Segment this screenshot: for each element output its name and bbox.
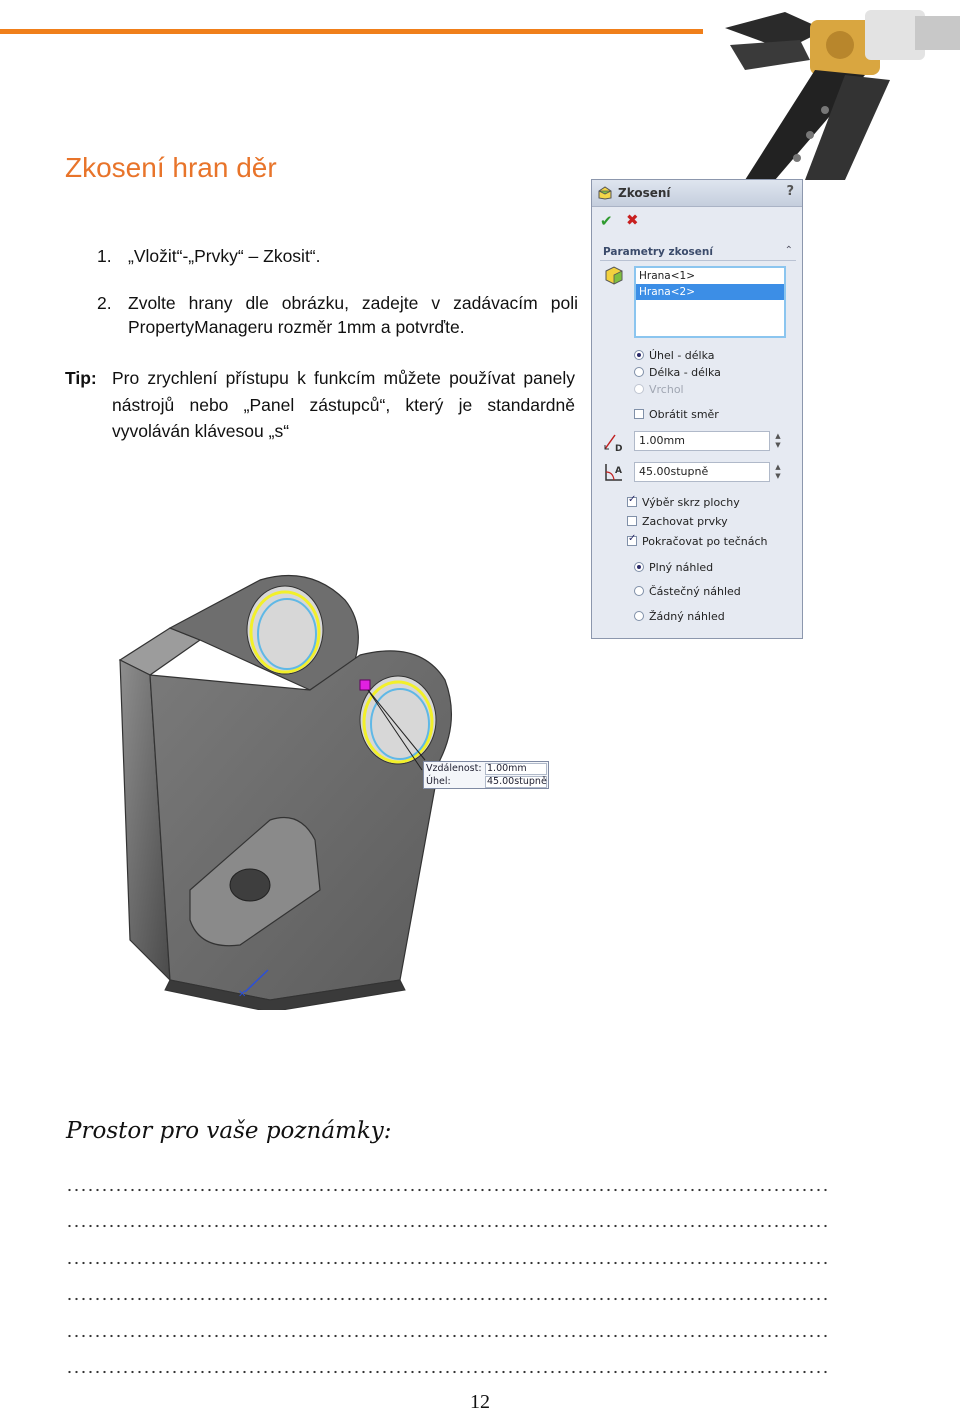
notes-title: Prostor pro vaše poznámky:	[66, 1118, 392, 1144]
check-icon[interactable]: ✔	[600, 212, 613, 230]
flip-direction-checkbox[interactable]	[634, 408, 719, 421]
checkbox-keep-features[interactable]	[627, 515, 728, 528]
checkbox-tangent-propagation[interactable]	[627, 535, 768, 548]
help-icon[interactable]: ?	[786, 184, 794, 199]
group-title: Parametry zkosení	[603, 246, 713, 258]
chamfer-property-manager	[591, 179, 803, 639]
distance-spinner[interactable]: ▲ ▼	[775, 432, 781, 449]
radio-button[interactable]	[634, 350, 644, 360]
svg-text:✕: ✕	[238, 989, 247, 1000]
chamfer-feature-icon	[598, 186, 612, 200]
distance-dimension-icon	[602, 431, 626, 453]
checkbox[interactable]	[627, 516, 637, 526]
section-title: Zkosení hran děr	[65, 152, 277, 183]
radio-label: Žádný náhled	[649, 610, 725, 623]
note-line[interactable]	[66, 1370, 828, 1374]
checkbox-label: Zachovat prvky	[642, 515, 728, 528]
radio-angle-distance[interactable]	[634, 349, 715, 362]
radio-no-preview[interactable]	[634, 610, 725, 623]
edge-list-item[interactable]: Hrana<1>	[639, 270, 696, 282]
checkbox[interactable]	[627, 497, 637, 507]
checkbox-select-through-faces[interactable]	[627, 496, 740, 509]
radio-label: Úhel - délka	[649, 349, 715, 362]
svg-text:A: A	[615, 466, 622, 476]
checkbox[interactable]	[634, 409, 644, 419]
radio-partial-preview[interactable]	[634, 585, 741, 598]
hydraulic-tool-image	[715, 0, 960, 180]
note-line[interactable]	[66, 1261, 828, 1265]
distance-input[interactable]: 1.00mm	[634, 431, 770, 451]
radio-distance-distance[interactable]	[634, 366, 721, 379]
note-line[interactable]	[66, 1334, 828, 1338]
note-line[interactable]	[66, 1297, 828, 1301]
radio-button	[634, 384, 644, 394]
parameters-group-header[interactable]	[600, 244, 796, 261]
panel-title: Zkosení	[618, 186, 671, 200]
step-number: 2.	[97, 293, 112, 313]
radio-button[interactable]	[634, 611, 644, 621]
radio-full-preview[interactable]	[634, 561, 713, 574]
radio-label: Plný náhled	[649, 561, 714, 574]
edge-list-item-selected[interactable]: Hrana<2>	[636, 284, 784, 300]
radio-label: Částečný náhled	[649, 585, 741, 598]
checkbox-label: Obrátit směr	[649, 408, 719, 421]
note-line[interactable]	[66, 1224, 828, 1228]
step-text: Zvolte hrany dle obrázku, zadejte v zadávacím poli PropertyManageru rozměr 1mm a potvrďte.	[128, 293, 578, 337]
edge-selection-list[interactable]	[634, 266, 786, 338]
radio-button[interactable]	[634, 367, 644, 377]
dimension-callout[interactable]	[423, 761, 549, 789]
angle-spinner[interactable]: ▲ ▼	[775, 463, 781, 480]
radio-button[interactable]	[634, 562, 644, 572]
radio-label: Délka - délka	[649, 366, 721, 379]
angle-dimension-icon	[602, 462, 626, 484]
step-text: „Vložit“-„Prvky“ – Zkosit“.	[128, 246, 321, 266]
checkbox[interactable]	[627, 536, 637, 546]
step-number: 1.	[97, 246, 112, 266]
radio-label: Vrchol	[649, 383, 684, 396]
page-number: 12	[470, 1391, 490, 1413]
radio-vertex	[634, 383, 684, 396]
header-rule	[0, 29, 703, 34]
cross-icon[interactable]: ✖	[626, 211, 639, 229]
tip-label: Tip:	[65, 368, 97, 388]
svg-text:D: D	[615, 444, 623, 453]
angle-input[interactable]: 45.00stupně	[634, 462, 770, 482]
checkbox-label: Výběr skrz plochy	[642, 496, 740, 509]
callout-angle-value[interactable]: 45.00stupně	[487, 776, 547, 787]
note-line[interactable]	[66, 1188, 828, 1192]
callout-distance-label: Vzdálenost:	[426, 763, 482, 774]
edge-selection-icon	[604, 265, 624, 285]
panel-header	[592, 180, 802, 207]
radio-button[interactable]	[634, 586, 644, 596]
checkbox-label: Pokračovat po tečnách	[642, 535, 768, 548]
callout-angle-label: Úhel:	[426, 776, 451, 787]
collapse-icon[interactable]: ⌃	[784, 245, 793, 256]
tip-text: Pro zrychlení přístupu k funkcím můžete používat panely nástrojů nebo „Panel zástupců“, který je standardně vyvoláván klávesou „s“	[112, 368, 575, 441]
callout-distance-value[interactable]: 1.00mm	[485, 763, 547, 775]
